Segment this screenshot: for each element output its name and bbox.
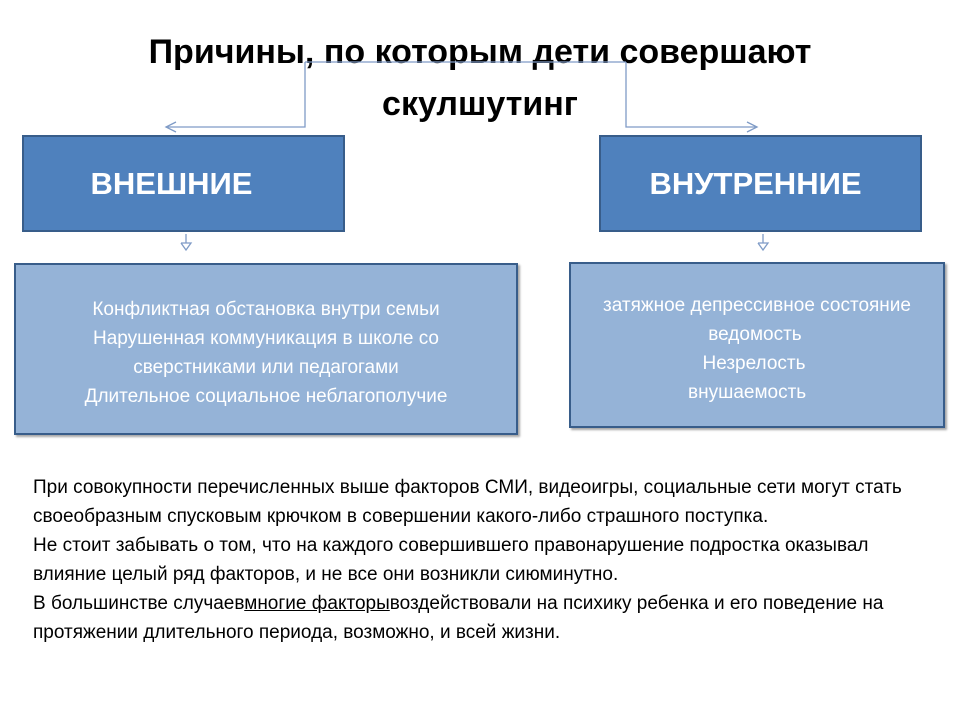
explanation-paragraph: [33, 589, 933, 647]
internal-factor-item: Незрелость: [702, 353, 806, 374]
underlined-phrase: многие факторы: [244, 593, 390, 614]
paragraph-text: В большинстве случаев: [33, 593, 245, 614]
explanation-text: [33, 473, 933, 647]
external-factor-item: сверстниками или педагогами: [133, 357, 399, 378]
title-to-internal-connector: [626, 62, 757, 127]
external-causes-box: [22, 135, 345, 232]
title-to-external-connector: [166, 62, 305, 127]
explanation-paragraph: При совокупности перечисленных выше факторов СМИ, видеоигры, социальные сети могут стать своеобразным спусковым крючком в совершении какого-либо страшного поступка.: [33, 477, 902, 527]
explanation-paragraph: Не стоит забывать о том, что на каждого совершившего правонарушение подростка оказывал влияние целый ряд факторов, и не все они возникли сиюминутно.: [33, 535, 869, 585]
paragraph-text: воздействовали на психику ребенка и его поведение на протяжении длительного периода, возможно, и всей жизни.: [33, 593, 884, 643]
internal-factor-item: затяжное депрессивное состояние: [603, 295, 911, 316]
internal-causes-label: ВНУТРЕННИЕ: [649, 165, 862, 201]
external-causes-label: ВНЕШНИЕ: [90, 165, 253, 201]
internal-down-arrowhead: [758, 243, 768, 250]
slide-title: Причины, по которым дети совершают скулшутинг: [148, 33, 812, 123]
internal-factor-item: ведомость: [708, 324, 802, 345]
external-factor-item: Нарушенная коммуникация в школе со: [93, 328, 439, 349]
internal-factors-box: [569, 262, 945, 428]
external-factors-box: [14, 263, 518, 435]
external-down-arrowhead: [181, 243, 191, 250]
external-factor-item: Конфликтная обстановка внутри семьи: [92, 299, 440, 320]
internal-factor-item: внушаемость: [688, 382, 807, 403]
internal-causes-box: [599, 135, 922, 232]
external-factor-item: Длительное социальное неблагополучие: [84, 386, 448, 407]
